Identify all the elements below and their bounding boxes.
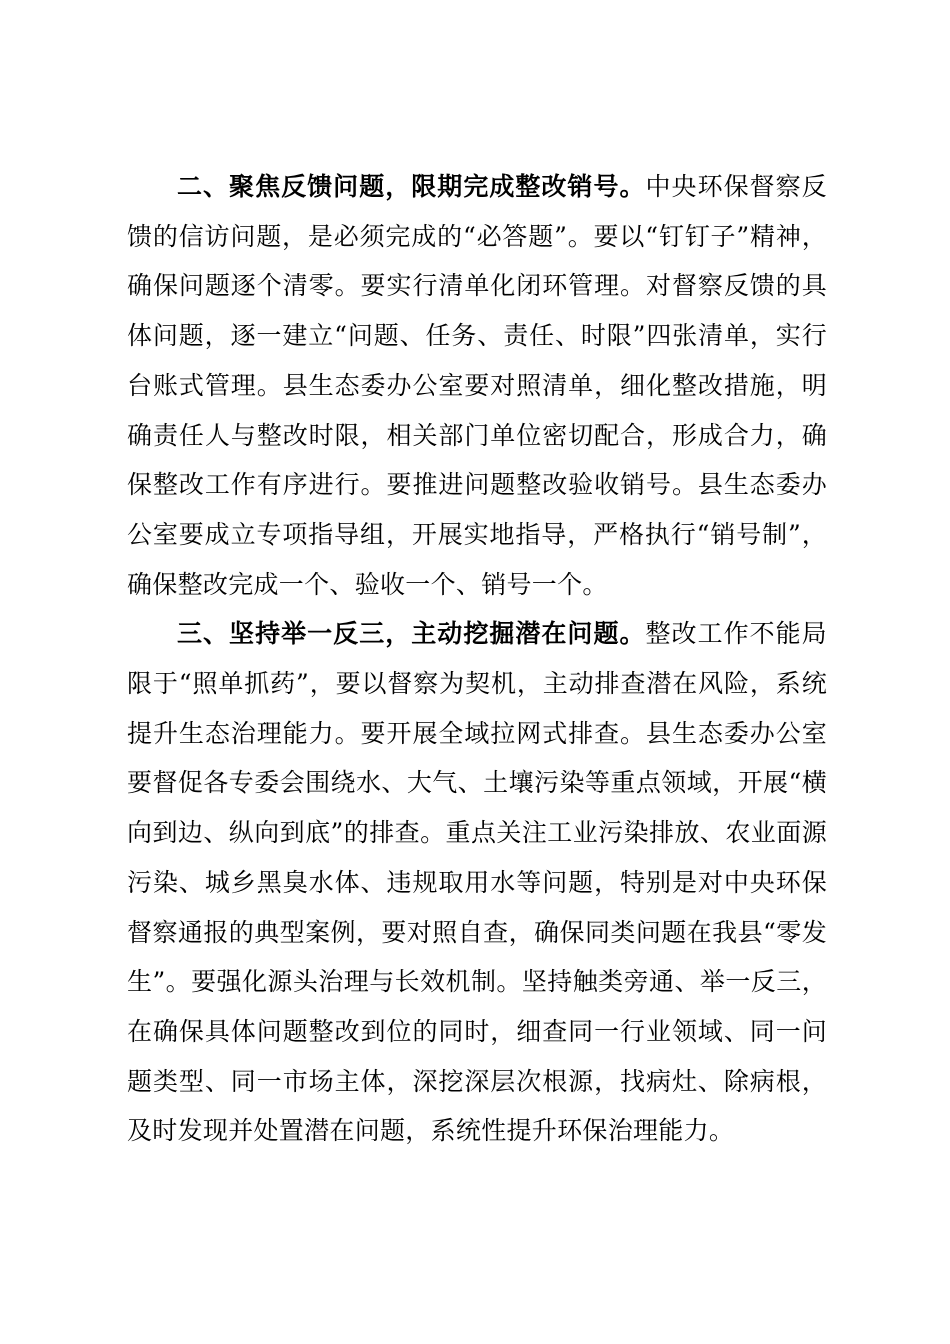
- section-2-body: 中央环保督察反馈的信访问题，是必须完成的“必答题”。要以“钉钉子”精神，确保问题逐个清零。要实行清单化闭环管理。对督察反馈的具体问题，逐一建立“问题、任务、责任、时限”四张清单，实行台账式管理。县生态委办公室要对照清单，细化整改措施，明确责任人与整改时限，相关部门单位密切配合，形成合力，确保整改工作有序进行。要推进问题整改验收销号。县生态委办公室要成立专项指导组，开展实地指导，严格执行“销号制”，确保整改完成一个、验收一个、销号一个。: [127, 172, 827, 599]
- section-3-heading: 三、坚持举一反三，主动挖掘潜在问题。: [177, 619, 646, 649]
- section-3-body: 整改工作不能局限于“照单抓药”，要以督察为契机，主动排查潜在风险，系统提升生态治理能力。要开展全域拉网式排查。县生态委办公室要督促各专委会围绕水、大气、土壤污染等重点领域，开展“横向到边、纵向到底”的排查。重点关注工业污染排放、农业面源污染、城乡黑臭水体、违规取用水等问题，特别是对中央环保督察通报的典型案例，要对照自查，确保同类问题在我县“零发生”。要强化源头治理与长效机制。坚持触类旁通、举一反三，在确保具体问题整改到位的同时，细查同一行业领域、同一问题类型、同一市场主体，深挖深层次根源，找病灶、除病根，及时发现并处置潜在问题，系统性提升环保治理能力。: [127, 619, 827, 1146]
- paragraph-section-3: [127, 609, 827, 1156]
- section-2-heading: 二、聚焦反馈问题，限期完成整改销号。: [177, 172, 646, 201]
- document-body: [127, 162, 827, 1156]
- paragraph-section-2: [127, 162, 827, 609]
